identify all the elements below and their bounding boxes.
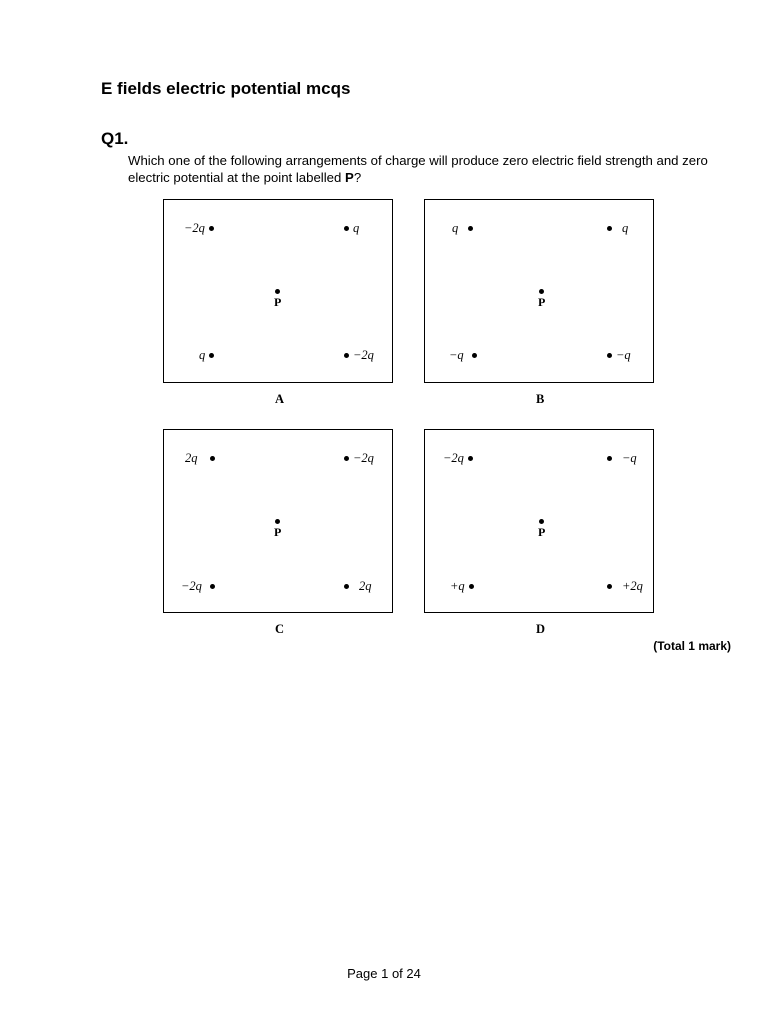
charge-dot [344,456,349,461]
charge-label: −2q [353,451,374,465]
option-c-diagram [163,429,393,613]
charge-bottom-left [199,348,214,363]
question-text-main: Which one of the following arrangements of charge will produce zero electric field strength and zero electric potential at the point labelled [128,153,708,185]
point-p [538,519,545,538]
option-a-label: A [275,392,285,406]
option-d-label: D [536,622,546,636]
charge-label: +q [450,579,465,593]
charge-dot [607,584,612,589]
charge-dot [607,456,612,461]
option-b-diagram [424,199,654,383]
point-dot [275,519,280,524]
charge-label: −q [449,348,464,362]
question-point-label: P [345,170,354,185]
charge-top-left [443,451,473,466]
question-number: Q1. [101,129,129,148]
charge-dot [344,584,349,589]
charge-top-right [607,221,628,236]
charge-bottom-right [344,348,374,363]
charge-dot [210,584,215,589]
charge-label: 2q [185,451,198,465]
point-label: P [274,525,282,539]
charge-bottom-right [607,579,643,594]
charge-label: −q [622,451,637,465]
charge-label: −2q [353,348,374,362]
point-dot [275,289,280,294]
charge-top-left [452,221,473,236]
charge-dot [344,353,349,358]
charge-bottom-right [344,579,372,594]
charge-label: −q [616,348,631,362]
point-label: P [538,295,546,309]
point-label: P [274,295,282,309]
option-d-diagram [424,429,654,613]
charge-label: −2q [181,579,202,593]
charge-dot [209,226,214,231]
charge-label: +2q [622,579,643,593]
option-b-label: B [536,392,545,406]
charge-dot [344,226,349,231]
charge-dot [607,353,612,358]
option-a-diagram [163,199,393,383]
charge-dot [209,353,214,358]
charge-label: q [353,221,360,235]
charge-label: q [199,348,206,362]
point-p [538,289,545,308]
question-text [128,152,728,186]
charge-top-right [344,221,359,236]
point-label: P [538,525,546,539]
charge-bottom-left [449,348,477,363]
charge-label: q [622,221,629,235]
charge-dot [210,456,215,461]
charge-label: q [452,221,459,235]
point-p [274,519,281,538]
charge-bottom-right [607,348,631,363]
charge-dot [607,226,612,231]
charge-bottom-left [450,579,474,594]
question-text-end: ? [353,170,362,185]
point-dot [539,519,544,524]
charge-label: 2q [359,579,372,593]
charge-dot [468,226,473,231]
charge-dot [468,456,473,461]
charge-dot [472,353,477,358]
page-footer: Page 1 of 24 [347,966,421,981]
charge-top-left [185,451,215,466]
charge-bottom-left [181,579,215,594]
point-p [274,289,281,308]
total-marks: (Total 1 mark) [653,639,731,653]
charge-label: −2q [184,221,205,235]
document-title: E fields electric potential mcqs [101,79,351,98]
point-dot [539,289,544,294]
charge-top-left [184,221,214,236]
charge-top-right [607,451,637,466]
charge-top-right [344,451,374,466]
option-c-label: C [275,622,285,636]
charge-label: −2q [443,451,464,465]
charge-dot [469,584,474,589]
